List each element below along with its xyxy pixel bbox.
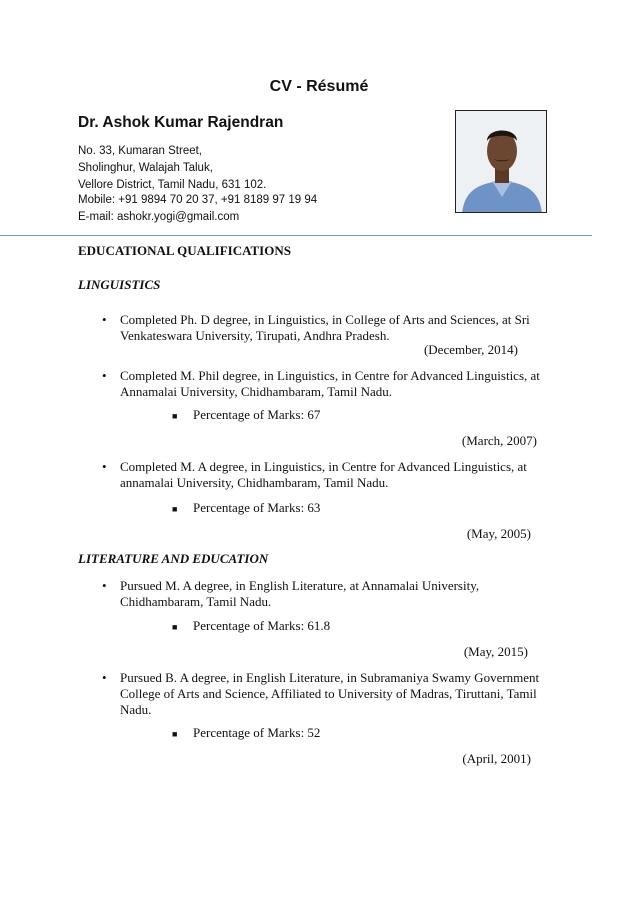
list-item [120,312,540,344]
section-title: EDUCATIONAL QUALIFICATIONS [78,243,291,258]
item-date: (April, 2001) [462,751,531,766]
square-bullet-icon: ■ [172,411,178,421]
square-bullet-icon: ■ [172,729,178,739]
item-date: (May, 2005) [466,526,531,541]
item-text-line: Pursued M. A degree, in English Literature, at Annamalai University, [120,578,480,593]
item-date: (December, 2014) [423,342,518,357]
item-text-line: Pursued B. A degree, in English Literature, in Subramaniya Swamy Government [120,670,540,685]
person-name: Dr. Ashok Kumar Rajendran [78,114,284,131]
item-text-line: Completed M. A degree, in Linguistics, in Centre for Advanced Linguistics, at [120,459,527,474]
bullet-icon: • [102,670,107,685]
subsection-heading-linguistics: LINGUISTICS [78,277,161,292]
item-text-line: Nadu. [120,702,152,717]
marks-text: Percentage of Marks: 61.8 [193,618,331,633]
square-bullet-icon: ■ [172,504,178,514]
bullet-icon: • [102,459,107,474]
email-address: E-mail: ashokr.yogi@gmail.com [78,211,240,223]
document-title: CV - Résumé [269,78,369,95]
item-date: (March, 2007) [461,433,537,448]
item-text-line: annamalai University, Chidhambaram, Tamil Nadu. [120,475,389,490]
address-line: Vellore District, Tamil Nadu, 631 102. [78,179,267,191]
item-text-line: College of Arts and Science, Affiliated to University of Madras, Tiruttani, Tamil [120,686,537,701]
bullet-icon: • [102,578,107,593]
subsection-heading-literature: LITERATURE AND EDUCATION [78,551,269,566]
item-text-line: Venkateswara University, Tirupati, Andhra Pradesh. [120,328,390,343]
mobile-number: Mobile: +91 9894 70 20 37, +91 8189 97 19 94 [78,194,318,206]
address-line: Sholinghur, Walajah Taluk, [78,162,213,174]
square-bullet-icon: ■ [172,622,178,632]
list-item [120,459,540,491]
header-divider [0,235,592,236]
bullet-icon: • [102,312,107,327]
bullet-icon: • [102,368,107,383]
item-text-line: Chidhambaram, Tamil Nadu. [120,594,272,609]
item-text-line: Completed M. Phil degree, in Linguistics, in Centre for Advanced Linguistics, at [120,368,540,383]
profile-photo [455,110,547,213]
marks-text: Percentage of Marks: 52 [193,725,321,740]
marks-text: Percentage of Marks: 63 [193,500,321,515]
item-text-line: Annamalai University, Chidhambaram, Tamil Nadu. [120,384,393,399]
list-item [120,368,540,400]
marks-text: Percentage of Marks: 67 [193,407,321,422]
list-item [120,670,540,718]
list-item [120,578,540,610]
address-line: No. 33, Kumaran Street, [78,145,203,157]
item-text-line: Completed Ph. D degree, in Linguistics, in College of Arts and Sciences, at Sri [120,312,530,327]
item-date: (May, 2015) [463,644,528,659]
